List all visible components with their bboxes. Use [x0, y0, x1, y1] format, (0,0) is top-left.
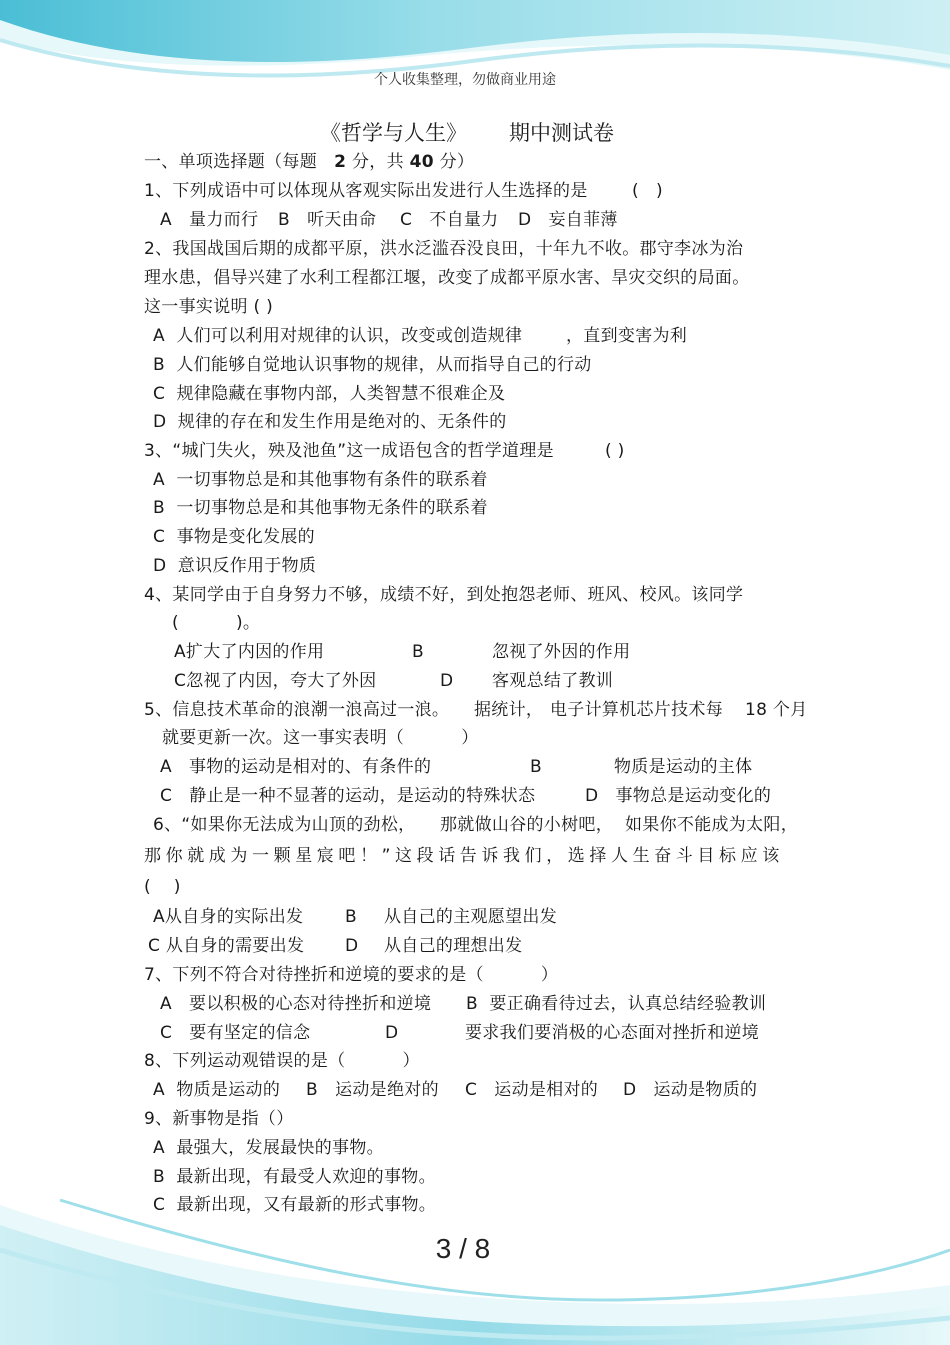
question-6-line-1a: 6、“如果你无法成为山顶的劲松，	[153, 815, 416, 835]
question-2-line-1: 2、我国战国后期的成都平原，洪水泛滥吞没良田，十年九不收。郡守李冰为治	[144, 239, 744, 259]
question-2-line-2: 理水患，倡导兴建了水利工程都江堰，改变了成都平原水害、旱灾交织的局面。	[144, 268, 750, 288]
question-2-line-3: 这一事实说明 ( )	[144, 297, 274, 317]
question-4-option-d-label: D	[440, 671, 454, 691]
question-9-stem: 9、新事物是指（）	[144, 1109, 294, 1129]
header-note: 个人收集整理，勿做商业用途	[374, 72, 556, 88]
question-2-option-b: B 人们能够自觉地认识事物的规律，从而指导自己的行动	[153, 355, 592, 375]
question-8-option-c: C 运动是相对的	[465, 1080, 599, 1100]
question-1-option-c: C 不自量力	[400, 210, 499, 230]
question-6-option-a: A从自身的实际出发	[153, 907, 304, 927]
question-7-option-b: B 要正确看待过去，认真总结经验教训	[466, 994, 767, 1014]
question-5-line-1d: 18 个月	[745, 700, 808, 720]
question-9-option-c: C 最新出现，又有最新的形式事物。	[153, 1195, 437, 1215]
question-5-option-c: C 静止是一种不显著的运动，是运动的特殊状态	[160, 786, 536, 806]
question-1-option-b: B 听天由命	[278, 210, 377, 230]
question-4-option-b-label: B	[412, 642, 424, 662]
question-8-option-a: A 物质是运动的	[153, 1080, 281, 1100]
question-7-option-c: C 要有坚定的信念	[160, 1023, 311, 1043]
question-6-line-1c: 如果你不能成为太阳，	[625, 815, 798, 835]
question-5-option-d: D 事物总是运动变化的	[585, 786, 772, 806]
question-6-line-3: ( )	[144, 877, 181, 897]
section-mid: 分，共	[351, 152, 404, 172]
question-7-option-d: 要求我们要消极的心态面对挫折和逆境	[465, 1023, 760, 1043]
question-3-stem: 3、“城门失火，殃及池鱼”这一成语包含的哲学道理是	[144, 441, 554, 461]
question-4-option-d: 客观总结了教训	[492, 671, 614, 691]
question-9-option-a: A 最强大，发展最快的事物。	[153, 1138, 384, 1158]
question-3-option-b: B 一切事物总是和其他事物无条件的联系着	[153, 498, 488, 518]
exam-title	[320, 117, 614, 147]
question-3-option-a: A 一切事物总是和其他事物有条件的联系着	[153, 470, 488, 490]
section-suffix: 分）	[439, 152, 475, 172]
question-4-line-1: 4、某同学由于自身努力不够，成绩不好，到处抱怨老师、班风、校风。该同学	[144, 585, 744, 605]
section-points: 2	[334, 152, 347, 172]
section-prefix: 一、单项选择题（每题	[144, 152, 317, 172]
question-9-option-b: B 最新出现，有最受人欢迎的事物。	[153, 1167, 436, 1187]
question-4-line-2: ( )。	[172, 613, 261, 633]
question-6-option-d-label: D	[345, 936, 359, 956]
question-6-option-b-label: B	[345, 907, 357, 927]
title-main: 《哲学与人生》	[320, 121, 467, 145]
question-4-option-c: C忽视了内因，夸大了外因	[174, 671, 377, 691]
question-5-line-1c: 电子计算机芯片技术每	[550, 700, 723, 720]
question-6-line-2: 那你就成为一颗星宸吧！”这段话告诉我们，选择人生奋斗目标应该	[144, 846, 784, 866]
title-sub: 期中测试卷	[509, 121, 614, 145]
question-8-stem: 8、下列运动观错误的是（ ）	[144, 1051, 420, 1071]
question-5-line-2: 就要更新一次。这一事实表明（ ）	[162, 728, 479, 748]
question-3-paren: ( )	[605, 441, 625, 461]
question-3-option-c: C 事物是变化发展的	[153, 527, 315, 547]
question-6-line-1b: 那就做山谷的小树吧，	[440, 815, 613, 835]
question-2-option-d: D 规律的存在和发生作用是绝对的、无条件的	[153, 412, 507, 432]
question-5-line-1b: 据统计，	[474, 700, 544, 720]
question-6-option-d: 从自己的理想出发	[384, 936, 523, 956]
question-5-option-b: 物质是运动的主体	[614, 757, 753, 777]
question-5-option-b-label: B	[530, 757, 542, 777]
question-7-stem: 7、下列不符合对待挫折和逆境的要求的是（ ）	[144, 965, 559, 985]
question-8-option-b: B 运动是绝对的	[306, 1080, 439, 1100]
question-8-option-d: D 运动是物质的	[623, 1080, 758, 1100]
question-2-option-a-cont: ，直到变害为利	[566, 326, 688, 346]
page-number: 3 / 8	[435, 1233, 491, 1264]
question-1-option-d: D 妄自菲薄	[518, 210, 618, 230]
question-5-line-1a: 5、信息技术革命的浪潮一浪高过一浪。	[144, 700, 450, 720]
question-5-option-a: A 事物的运动是相对的、有条件的	[160, 757, 432, 777]
question-2-option-a: A 人们可以利用对规律的认识，改变或创造规律	[153, 326, 523, 346]
question-2-option-c: C 规律隐藏在事物内部，人类智慧不很难企及	[153, 384, 506, 404]
question-6-option-c: C 从自身的需要出发	[148, 936, 305, 956]
question-1-paren: ( )	[632, 181, 663, 201]
question-4-option-a: A扩大了内因的作用	[174, 642, 325, 662]
question-7-option-d-label: D	[385, 1023, 399, 1043]
question-3-option-d: D 意识反作用于物质	[153, 556, 317, 576]
question-1-stem: 1、下列成语中可以体现从客观实际出发进行人生选择的是	[144, 181, 588, 201]
question-6-option-b: 从自己的主观愿望出发	[384, 907, 557, 927]
section-heading	[144, 151, 474, 173]
question-1-option-a: A 量力而行	[160, 210, 259, 230]
question-4-option-b: 忽视了外因的作用	[492, 642, 631, 662]
question-7-option-a: A 要以积极的心态对待挫折和逆境	[160, 994, 432, 1014]
section-total: 40	[409, 152, 434, 172]
